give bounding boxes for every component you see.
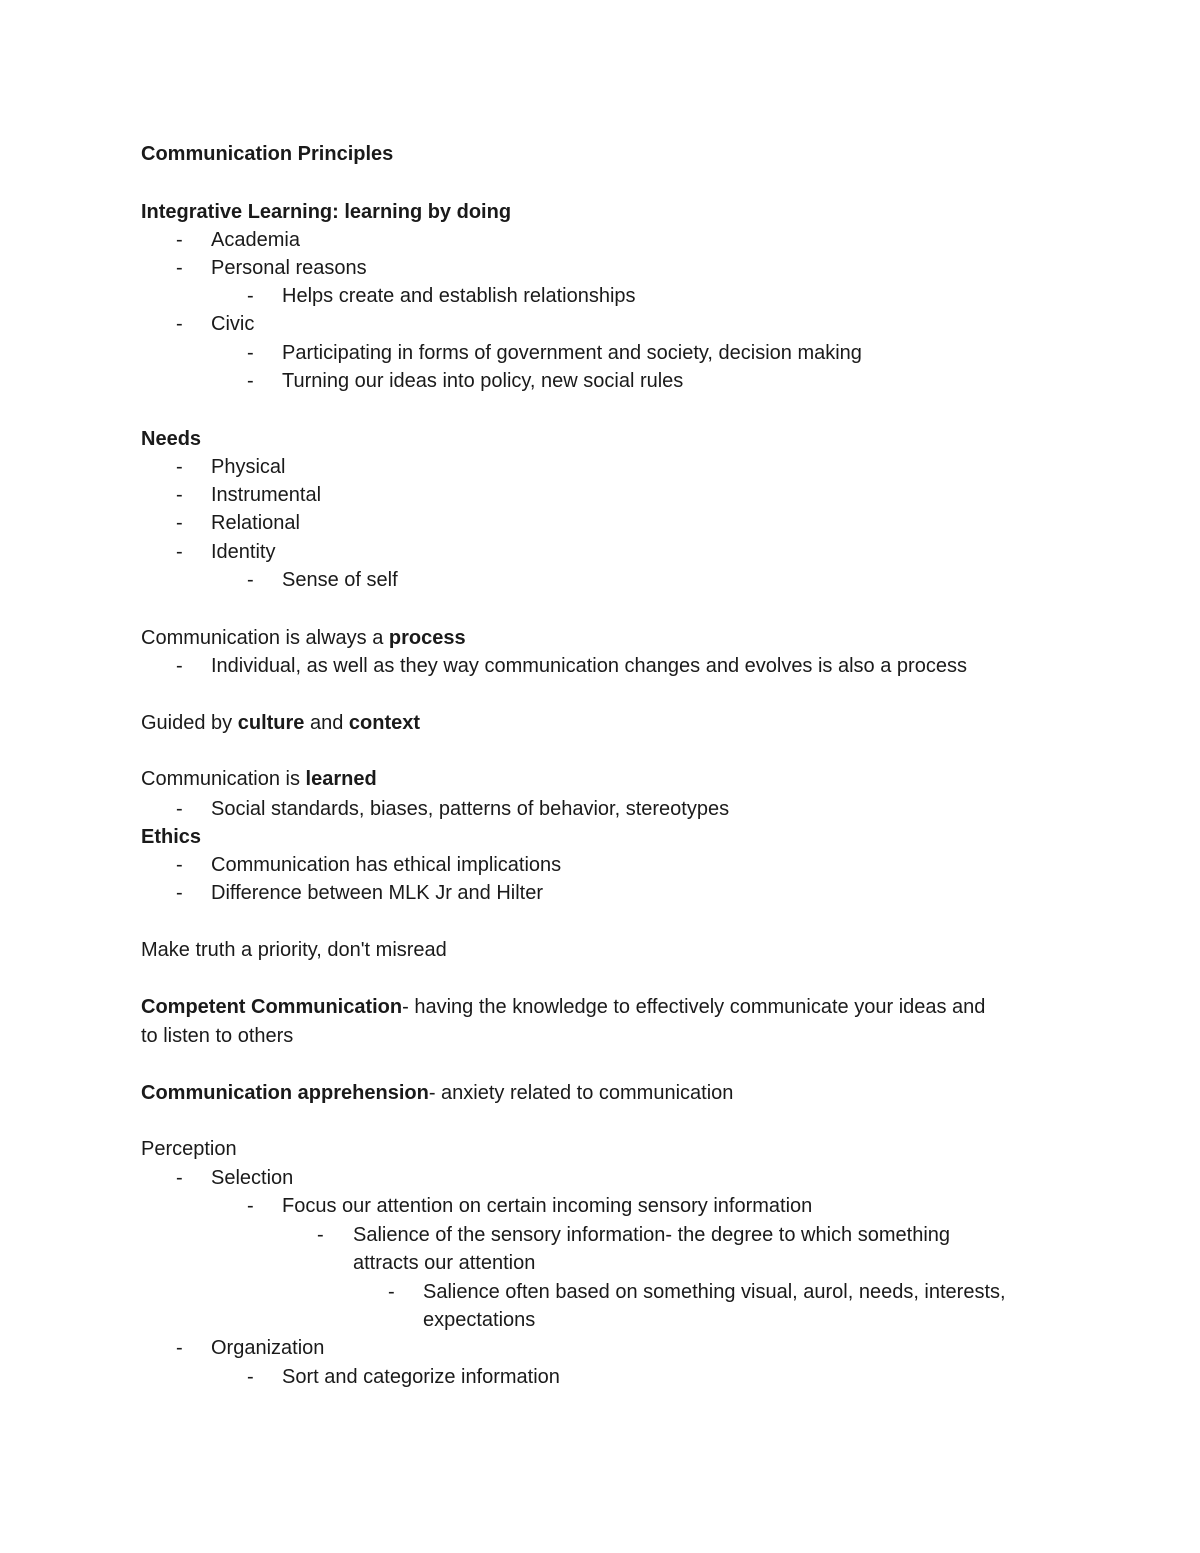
- integrative-heading: Integrative Learning: learning by doing: [141, 201, 512, 223]
- list-item-text: Instrumental: [211, 484, 322, 506]
- learned-bold: learned: [305, 768, 377, 790]
- competent-bold: Competent Communication: [141, 996, 403, 1018]
- truth-text: Make truth a priority, don't misread: [141, 939, 447, 961]
- list-item-text: Individual, as well as they way communication changes and evolves is also a process: [211, 655, 967, 677]
- bullet-dash: -: [317, 1224, 324, 1246]
- competent-line2: to listen to others: [141, 1025, 294, 1047]
- bullet-dash: -: [247, 285, 254, 307]
- bullet-dash: -: [176, 456, 183, 478]
- needs-heading: Needs: [141, 428, 202, 450]
- list-item-text: Organization: [211, 1337, 325, 1359]
- bullet-dash: -: [176, 655, 183, 677]
- bullet-dash: -: [247, 1366, 254, 1388]
- bullet-dash: -: [388, 1281, 395, 1303]
- list-item-text: attracts our attention: [353, 1252, 536, 1274]
- list-item-text: Participating in forms of government and society, decision making: [282, 342, 862, 364]
- bullet-dash: -: [176, 229, 183, 251]
- list-item-text: Personal reasons: [211, 257, 367, 279]
- list-item-text: Social standards, biases, patterns of behavior, stereotypes: [211, 798, 730, 820]
- list-item-text: Identity: [211, 541, 276, 563]
- list-item-text: Sense of self: [282, 569, 398, 591]
- bullet-dash: -: [247, 569, 254, 591]
- process-prefix: Communication is always a: [141, 627, 389, 649]
- list-item-text: Sort and categorize information: [282, 1366, 560, 1388]
- title-text: Communication Principles: [141, 143, 394, 165]
- learned-prefix: Communication is: [141, 768, 306, 790]
- list-item-text: Civic: [211, 313, 255, 335]
- bullet-dash: -: [176, 1337, 183, 1359]
- list-item-text: Communication has ethical implications: [211, 854, 562, 876]
- bullet-dash: -: [176, 1167, 183, 1189]
- list-item-text: Difference between MLK Jr and Hilter: [211, 882, 544, 904]
- guided-bold-culture: culture: [237, 712, 305, 734]
- list-item-text: Turning our ideas into policy, new social rules: [282, 370, 684, 392]
- bullet-dash: -: [176, 512, 183, 534]
- guided-bold-context: context: [348, 712, 421, 734]
- list-item-text: Helps create and establish relationships: [282, 285, 636, 307]
- perception-heading: Perception: [141, 1138, 237, 1160]
- list-item-text: expectations: [423, 1309, 536, 1331]
- bullet-dash: -: [247, 370, 254, 392]
- guided-prefix: Guided by: [141, 712, 238, 734]
- process-bold: process: [388, 627, 466, 649]
- list-item-text: Academia: [211, 229, 300, 251]
- list-item-text: Salience often based on something visual, aurol, needs, interests,: [423, 1281, 1006, 1303]
- bullet-dash: -: [247, 342, 254, 364]
- guided-mid: and: [304, 712, 349, 734]
- bullet-dash: -: [176, 798, 183, 820]
- ethics-heading: Ethics: [141, 826, 202, 848]
- bullet-dash: -: [176, 484, 183, 506]
- bullet-dash: -: [176, 313, 183, 335]
- apprehension-rest: - anxiety related to communication: [428, 1082, 734, 1104]
- list-item-text: Salience of the sensory information- the degree to which something: [353, 1224, 951, 1246]
- list-item-text: Selection: [211, 1167, 294, 1189]
- bullet-dash: -: [176, 257, 183, 279]
- competent-rest: - having the knowledge to effectively communicate your ideas and: [402, 996, 986, 1018]
- list-item-text: Focus our attention on certain incoming sensory information: [282, 1195, 813, 1217]
- bullet-dash: -: [176, 541, 183, 563]
- bullet-dash: -: [247, 1195, 254, 1217]
- list-item-text: Relational: [211, 512, 300, 534]
- list-item-text: Physical: [211, 456, 286, 478]
- apprehension-bold: Communication apprehension: [141, 1082, 429, 1104]
- bullet-dash: -: [176, 882, 183, 904]
- bullet-dash: -: [176, 854, 183, 876]
